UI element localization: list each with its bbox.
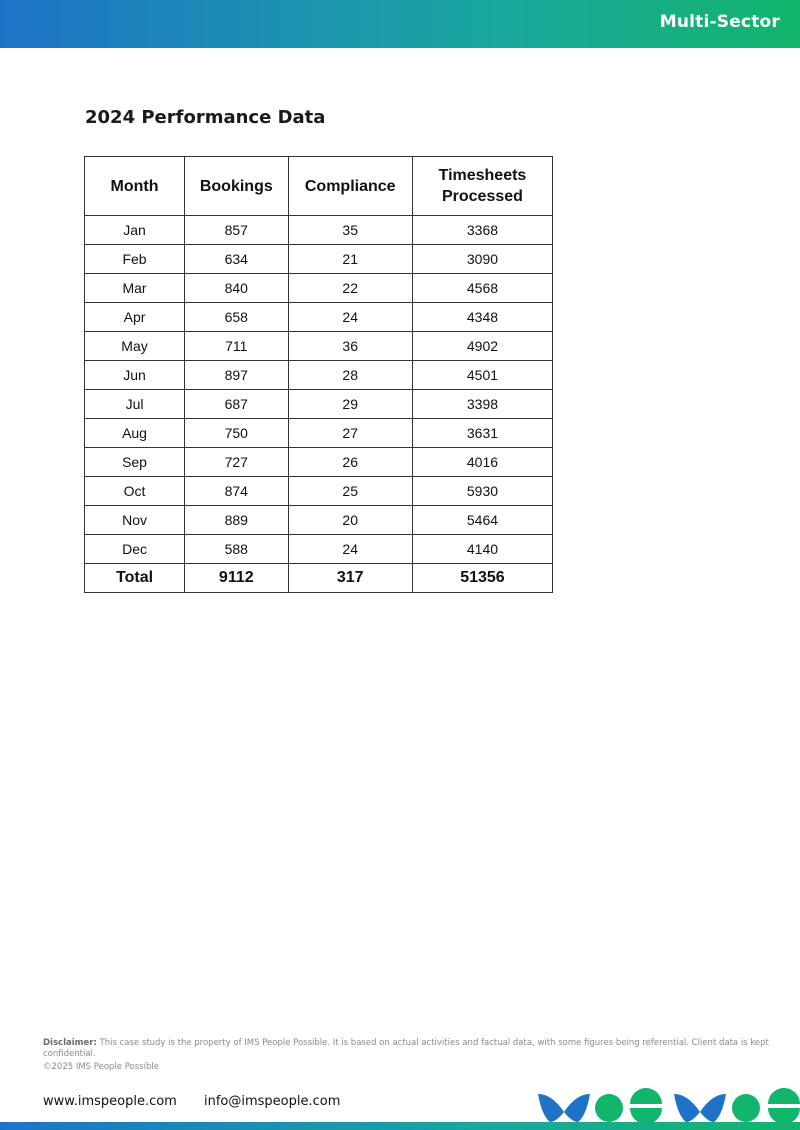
cell-compliance: 21 [288, 245, 412, 274]
cell-bookings: 897 [185, 361, 288, 390]
cell-month: Feb [85, 245, 185, 274]
cell-month: Nov [85, 506, 185, 535]
cell-bookings: 727 [185, 448, 288, 477]
cell-compliance: 26 [288, 448, 412, 477]
cell-timesheets: 3631 [412, 419, 552, 448]
cell-bookings: 857 [185, 216, 288, 245]
cell-bookings: 658 [185, 303, 288, 332]
table-row [85, 245, 553, 274]
cell-month: Dec [85, 535, 185, 564]
table-row [85, 419, 553, 448]
table-row [85, 448, 553, 477]
table-row [85, 303, 553, 332]
cell-bookings: 588 [185, 535, 288, 564]
cell-compliance: 27 [288, 419, 412, 448]
total-row [85, 564, 553, 593]
cell-month: Sep [85, 448, 185, 477]
cell-compliance: 36 [288, 332, 412, 361]
cell-timesheets: 3398 [412, 390, 552, 419]
cell-timesheets: 4140 [412, 535, 552, 564]
cell-month: May [85, 332, 185, 361]
table-body [85, 216, 553, 564]
disclaimer-label: Disclaimer: [43, 1038, 97, 1048]
table-row [85, 216, 553, 245]
table-row [85, 332, 553, 361]
cell-compliance: 28 [288, 361, 412, 390]
cell-timesheets: 4501 [412, 361, 552, 390]
ims-brand-mark-icon [536, 1088, 800, 1122]
header-bookings: Bookings [185, 157, 288, 216]
cell-timesheets: 5464 [412, 506, 552, 535]
header-timesheets: Timesheets Processed [412, 157, 552, 216]
cell-month: Jun [85, 361, 185, 390]
table-row [85, 361, 553, 390]
cell-compliance: 24 [288, 303, 412, 332]
cell-bookings: 687 [185, 390, 288, 419]
disclaimer-text: This case study is the property of IMS People Possible. It is based on actual activities and factual data, with some figures being referential. Client data is kept confidential. [43, 1038, 769, 1059]
header-compliance: Compliance [288, 157, 412, 216]
cell-bookings: 889 [185, 506, 288, 535]
cell-compliance: 24 [288, 535, 412, 564]
cell-timesheets: 3368 [412, 216, 552, 245]
table-header-row [85, 157, 553, 216]
table-row [85, 477, 553, 506]
header-month: Month [85, 157, 185, 216]
cell-compliance: 22 [288, 274, 412, 303]
cell-compliance: 29 [288, 390, 412, 419]
bottom-banner [0, 1122, 800, 1130]
cell-bookings: 634 [185, 245, 288, 274]
cell-bookings: 874 [185, 477, 288, 506]
top-banner [0, 0, 800, 48]
disclaimer [43, 1038, 773, 1060]
performance-table [84, 156, 553, 593]
copyright: ©2025 IMS People Possible [43, 1062, 159, 1072]
cell-timesheets: 4016 [412, 448, 552, 477]
cell-timesheets: 4568 [412, 274, 552, 303]
total-label: Total [85, 564, 185, 593]
cell-compliance: 35 [288, 216, 412, 245]
cell-timesheets: 4902 [412, 332, 552, 361]
total-compliance: 317 [288, 564, 412, 593]
table-row [85, 535, 553, 564]
page-title: 2024 Performance Data [85, 107, 326, 128]
cell-timesheets: 5930 [412, 477, 552, 506]
total-bookings: 9112 [185, 564, 288, 593]
table-row [85, 506, 553, 535]
cell-timesheets: 3090 [412, 245, 552, 274]
cell-bookings: 840 [185, 274, 288, 303]
cell-month: Aug [85, 419, 185, 448]
cell-month: Mar [85, 274, 185, 303]
cell-compliance: 20 [288, 506, 412, 535]
table-row [85, 390, 553, 419]
website-link[interactable]: www.imspeople.com [43, 1094, 177, 1109]
cell-bookings: 750 [185, 419, 288, 448]
cell-timesheets: 4348 [412, 303, 552, 332]
cell-compliance: 25 [288, 477, 412, 506]
cell-month: Apr [85, 303, 185, 332]
cell-month: Jul [85, 390, 185, 419]
cell-month: Oct [85, 477, 185, 506]
cell-month: Jan [85, 216, 185, 245]
sector-label: Multi-Sector [659, 12, 780, 32]
total-timesheets: 51356 [412, 564, 552, 593]
cell-bookings: 711 [185, 332, 288, 361]
email-link[interactable]: info@imspeople.com [204, 1094, 341, 1109]
table-row [85, 274, 553, 303]
